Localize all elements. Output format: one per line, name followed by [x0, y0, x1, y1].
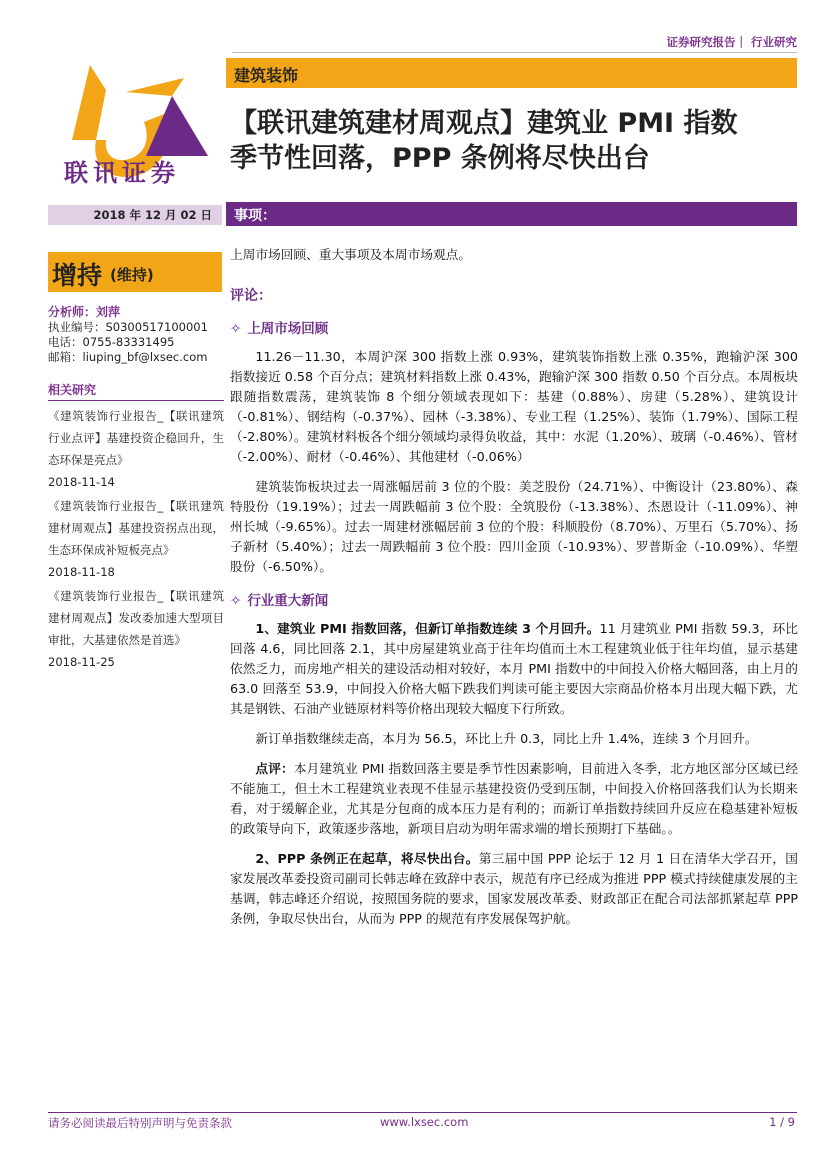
news-1-paragraph: 1、建筑业 PMI 指数回落，但新订单指数连续 3 个月回升。11 月建筑业 PMI 指数 59.3，环比回落 4.6，同比回落 2.1，其中房屋建筑业高于往年均值而土木工程建筑业低于往年均值，显示基建依然乏力，而房地产相关的建设活动相对较好，本月 PMI 指数中的中间投入价格大幅回落，由上月的 63.0 回落至 53.9，中间投入价格大幅下跌我们判读可能主要因大宗商品价格本月出现大幅下跌，尤其是钢铁、石油产业链原材料等价格出现较大幅度下行所致。: [230, 621, 798, 716]
comment-paragraph: 点评：本月建筑业 PMI 指数回落主要是季节性因素影响，目前进入冬季，北方地区部分区域已经不能施工，但土木工程建筑业表现不佳显示基建投资仍受到压制，中间投入价格回落我们认为长期来看，对于缓解企业，尤其是分包商的成本压力是有利的；而新订单指数持续回升反应在稳基建补短板的政策导向下，政策逐步落地，新项目启动为明年需求端的增长预期打下基础。。: [230, 761, 799, 836]
related-research-item[interactable]: 《建筑装饰行业报告_【联讯建筑建材周观点】发改委加速大型项目审批，大基建依然是首选》: [48, 589, 224, 647]
news-2-headline: 2、PPP 条例正在起草，将尽快出台。: [255, 851, 479, 866]
main-content: [230, 245, 798, 929]
footer-disclaimer: 请务必阅读最后特别声明与免责条款: [48, 1116, 232, 1130]
rating-sub: (维持): [110, 266, 154, 284]
news-1-headline: 1、建筑业 PMI 指数回落，但新订单指数连续 3 个月回升。: [255, 621, 600, 636]
report-date: 2018 年 12 月 02 日: [48, 205, 222, 225]
matter-bar: [226, 202, 797, 226]
market-review-paragraph: 11.26－11.30，本周沪深 300 指数上涨 0.93%，建筑装饰指数上涨 0.35%，跑输沪深 300 指数接近 0.58 个百分点；建筑材料指数上涨 0.43%，跑输沪深 300 指数 0.50 个百分点。本周板块跟随指数震荡，建筑装饰 8 个细分领域表现如下：基建（0.88%）、房建（5.28%）、建筑设计（-0.81%）、钢结构（-0.37%）、园林（-3.38%）、专业工程（1.25%）、装饰（1.79%）、国际工程（-2.80%）。建筑材料板各个细分领域均录得负收益，其中：水泥（1.20%）、玻璃（-0.46%）、管材（-2.00%）、耐材（-0.46%）、其他建材（-0.06%）: [230, 349, 798, 464]
top-divider: [232, 52, 797, 53]
sector-label: 建筑装饰: [234, 66, 299, 85]
title-line-1: 【联讯建筑建材周观点】建筑业 PMI 指数: [230, 108, 738, 139]
new-orders-paragraph: 新订单指数继续走高，本月为 56.5，环比上升 0.3，同比上升 1.4%，连续 3 个月回升。: [255, 731, 758, 746]
footer-url[interactable]: www.lxsec.com: [380, 1115, 469, 1129]
news-2-paragraph: 2、PPP 条例正在起草，将尽快出台。第三届中国 PPP 论坛于 12 月 1 日在清华大学召开，国家发展改革委投资司副司长韩志峰在致辞中表示，规范有序已经成为推进 PPP 模式持续健康发展的主基调，韩志峰还介绍说，按照国务院的要求，国家发展改革委、财政部正在配合司法部抓紧起草 PPP 条例，争取尽快出台，从而为 PPP 的规范有序发展保驾护航。: [230, 851, 798, 926]
rating-main: 增持: [52, 261, 103, 290]
report-title: [230, 106, 802, 176]
related-research-item[interactable]: 《建筑装饰行业报告_【联讯建筑行业点评】基建投资企稳回升，生态环保是亮点》: [48, 409, 224, 467]
analyst-license: 执业编号：S0300517100001: [48, 320, 208, 334]
analyst-phone: 电话：0755-83331495: [48, 335, 175, 349]
title-line-2: 季节性回落，PPP 条例将尽快出台: [230, 143, 650, 174]
intro-text: 上周市场回顾、重大事项及本周市场观点。: [230, 247, 472, 262]
section-industry-news-heading: ✧ 行业重大新闻: [230, 593, 329, 609]
sidebar: [48, 305, 224, 675]
diamond-icon: ✧: [230, 321, 242, 337]
matter-label: 事项：: [234, 208, 276, 224]
related-research-item[interactable]: 《建筑装饰行业报告_【联讯建筑建材周观点】基建投资拐点出现，生态环保成补短板亮点》: [48, 499, 224, 557]
related-research-date: 2018-11-25: [48, 655, 115, 669]
logo-text: 联讯证券: [64, 158, 180, 187]
comment-heading: 评论：: [230, 288, 272, 304]
section-market-review-heading: ✧ 上周市场回顾: [230, 321, 329, 337]
related-research-date: 2018-11-18: [48, 565, 115, 579]
related-research-date: 2018-11-14: [48, 475, 115, 489]
diamond-icon: ✧: [230, 593, 242, 609]
stock-movers-paragraph: 建筑装饰板块过去一周涨幅居前 3 位的个股：美芝股份（24.71%）、中衡设计（23.80%）、森特股份（19.19%）；过去一周跌幅前 3 位个股：全筑股份（-13.38%）、杰恩设计（-11.09%）、神州长城（-9.65%）。过去一周建材涨幅居前 3 位的个股：科顺股份（8.70%）、万里石（5.70%）、扬子新材（5.40%）；过去一周跌幅前 3 位个股：四川金顶（-10.93%）、罗普斯金（-10.09%）、华塑股份（-6.50%）。: [230, 479, 798, 574]
report-type-label: 证券研究报告｜ 行业研究: [666, 35, 797, 49]
rating-box: [48, 252, 222, 292]
comment-label: 点评：: [255, 761, 294, 776]
footer-divider: [48, 1112, 797, 1113]
sector-bar: [226, 58, 797, 88]
related-research-head: 相关研究: [48, 381, 224, 401]
analyst-name: 分析师：刘萍: [48, 305, 121, 319]
analyst-email[interactable]: 邮箱：liuping_bf@lxsec.com: [48, 350, 208, 364]
footer-page-number: 1 / 9: [769, 1115, 795, 1129]
